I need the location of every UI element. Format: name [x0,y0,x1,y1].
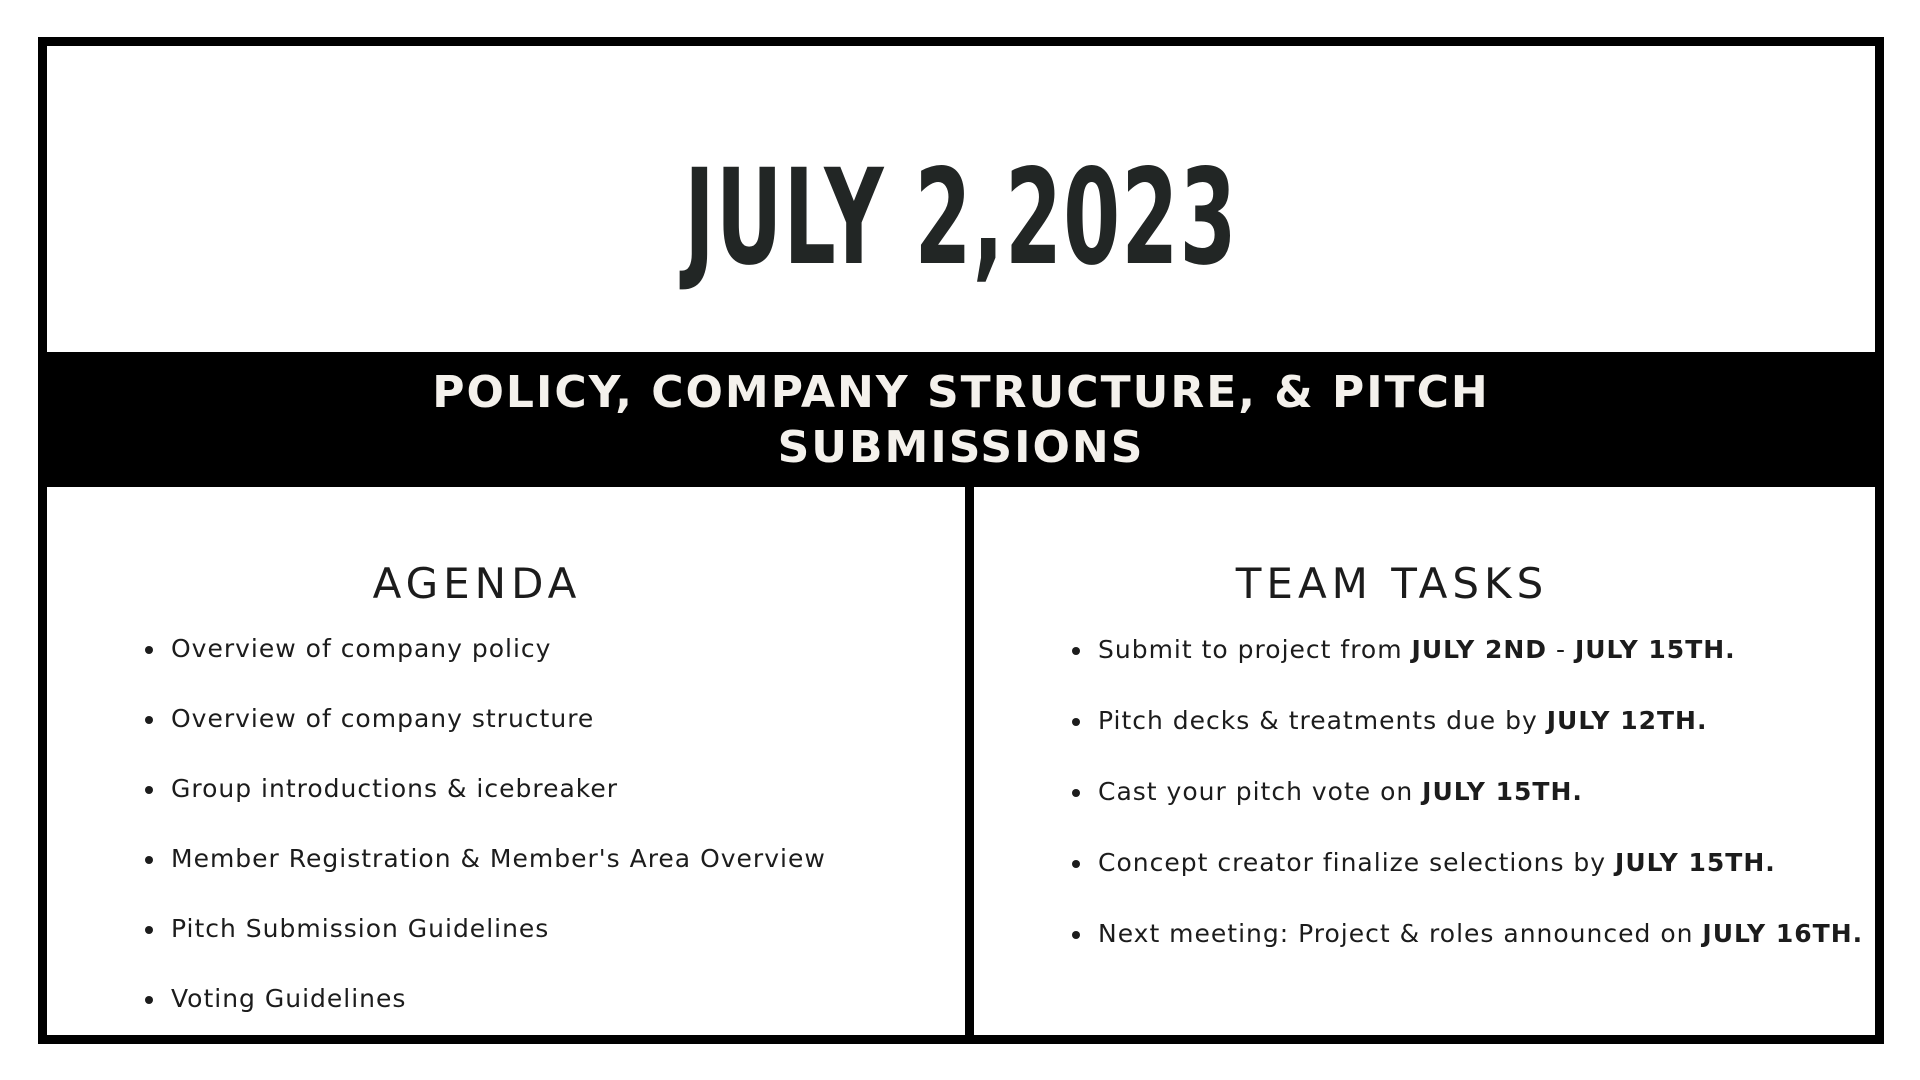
task-item-text: Pitch decks & treatments due by [1098,706,1547,735]
agenda-column [47,487,965,1044]
task-item-text: Submit to project from [1098,635,1412,664]
bullet-icon [145,786,153,794]
column-divider [965,487,974,1044]
task-item [1072,848,1863,878]
slide-frame [38,37,1884,1044]
task-item-text: Next meeting: Project & roles announced on [1098,919,1703,948]
task-item [1072,919,1863,949]
agenda-item [145,634,826,664]
agenda-item-text: Pitch Submission Guidelines [171,914,550,943]
agenda-heading: AGENDA [372,559,582,608]
agenda-item [145,984,826,1014]
date-title: JULY 2,2023 [684,141,1238,295]
bullet-icon [1072,860,1080,868]
task-item-separator: - [1547,635,1575,664]
banner-line-2: SUBMISSIONS [777,421,1145,473]
task-item [1072,635,1863,665]
bullet-icon [1072,647,1080,655]
task-item-date: JULY 2ND [1411,635,1548,664]
agenda-item [145,914,826,944]
task-item-date: JULY 15TH. [1574,635,1736,664]
task-item-date: JULY 15TH. [1615,848,1776,877]
topic-banner [47,352,1875,487]
bullet-icon [1072,931,1080,939]
task-item-date: JULY 15TH. [1422,777,1583,806]
bullet-icon [145,926,153,934]
bullet-icon [1072,789,1080,797]
task-item-date: JULY 12TH. [1546,706,1708,735]
banner-line-1: POLICY, COMPANY STRUCTURE, & PITCH [432,366,1490,418]
agenda-item [145,844,826,874]
team-tasks-heading: TEAM TASKS [1235,559,1549,608]
agenda-list [145,634,826,1054]
team-tasks-column [974,487,1875,1044]
agenda-item-text: Overview of company policy [171,634,552,663]
bullet-icon [145,716,153,724]
task-item-date: JULY 16TH. [1702,919,1864,948]
banner-text [411,365,1511,475]
task-item-text: Concept creator finalize selections by [1098,848,1616,877]
agenda-item-text: Overview of company structure [171,704,595,733]
bullet-icon [145,646,153,654]
bullet-icon [145,856,153,864]
agenda-item-text: Group introductions & icebreaker [171,774,619,803]
agenda-item [145,774,826,804]
agenda-item [145,704,826,734]
task-item-text: Cast your pitch vote on [1098,777,1423,806]
agenda-item-text: Member Registration & Member's Area Overview [171,844,826,873]
bullet-icon [145,996,153,1004]
agenda-item-text: Voting Guidelines [171,984,407,1013]
task-item [1072,777,1863,807]
task-item [1072,706,1863,736]
bullet-icon [1072,718,1080,726]
team-tasks-list [1072,635,1863,990]
